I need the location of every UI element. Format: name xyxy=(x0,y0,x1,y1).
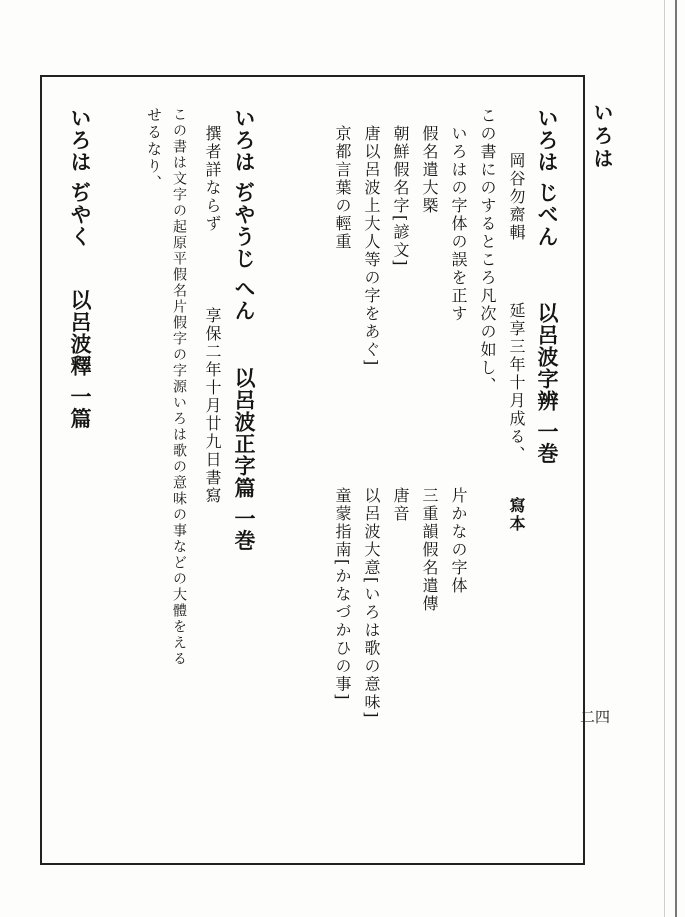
page-edge-shadow xyxy=(664,0,665,917)
entry1-title: 以呂波字辨 一巻 xyxy=(535,302,560,465)
page-number: 二四 xyxy=(580,708,611,726)
entry2-description-cont: せるなり、 xyxy=(145,107,163,192)
entry1-content-10: 童蒙指南[かなづかひの事] xyxy=(333,487,352,702)
entry1-content-5: 京都言葉の輕重 xyxy=(333,125,352,251)
entry1-content-3: 朝鮮假名字[諺文] xyxy=(391,125,410,268)
entry2-heading: いろは ぢやうじ へん xyxy=(232,107,257,322)
entry1-content-8: 唐音 xyxy=(391,487,410,523)
entry3-heading: いろは ぢやく xyxy=(68,107,93,248)
text-frame xyxy=(40,75,585,865)
entry2-description: この書は文字の起原平假名片假字の字源いろは歌の意味の事などの大體をえる xyxy=(171,107,187,667)
page-edge-line xyxy=(675,0,677,917)
entry1-date: 延享三年十月成る、 xyxy=(507,302,526,464)
entry1-heading: いろは じべん xyxy=(535,107,560,248)
running-head: いろは xyxy=(590,102,614,171)
entry1-content-2: 假名遣大槩 xyxy=(420,125,439,215)
entry2-title: 以呂波正字篇 一巻 xyxy=(232,367,257,552)
entry1-content-6: 片かなの字体 xyxy=(449,487,468,595)
entry1-content-1: いろはの字体の誤を正す xyxy=(449,125,468,323)
entry3-title: 以呂波釋 一篇 xyxy=(68,289,93,430)
entry2-author: 撰者詳ならず xyxy=(203,125,222,233)
entry1-content-4: 唐以呂波上大人等の字をあぐ] xyxy=(362,125,381,368)
entry1-content-9: 以呂波大意[いろは歌の意味] xyxy=(362,487,381,720)
entry1-description: この書にのするところ凡次の如し、 xyxy=(478,107,497,395)
entry1-author: 岡谷勿齋輯 xyxy=(507,152,526,242)
entry2-date: 享保二年十月廿九日書寫 xyxy=(203,307,222,505)
entry1-format: 寫本 xyxy=(507,497,526,533)
entry1-content-7: 三重韻假名遣傳 xyxy=(420,487,439,613)
